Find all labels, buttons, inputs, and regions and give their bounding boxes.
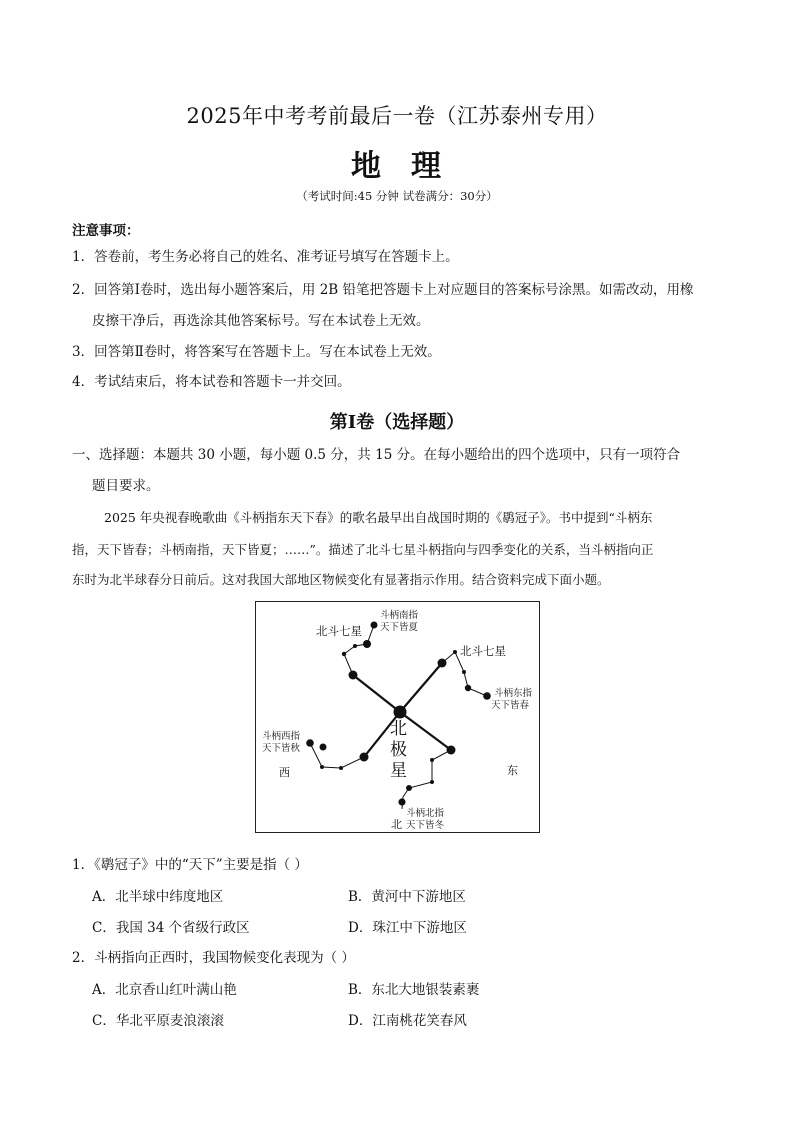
subject-title: 地理 [351,149,471,184]
big-dipper-figure [255,601,540,833]
passage-line: 东时为北半球春分日前后。这对我国大部地区物候变化有显著指示作用。结合资料完成下面小题。 [72,572,610,587]
star [447,746,456,755]
direction-east: 东 [507,764,518,777]
notice-item-continued: 皮擦干净后，再选涂其他答案标号。写在本试卷上无效。 [92,313,430,329]
star [320,765,324,769]
dipper-north-stars [402,750,451,809]
label-south-1: 斗柄南指 [380,610,419,621]
question-1-option-c[interactable]: C．我国 34 个省级行政区 [92,920,250,936]
label-polaris-3: 星 [390,761,407,781]
star [320,744,327,751]
section-title: 第Ⅰ卷（选择题） [329,412,465,433]
label-east-2: 天下皆春 [491,700,530,711]
question-1-option-d[interactable]: D．珠江中下游地区 [348,920,467,936]
label-polaris-2: 极 [390,740,407,760]
label-west-1: 斗柄西指 [262,731,301,742]
label-north-2: 天下皆冬 [406,820,445,831]
direction-west: 西 [279,766,290,779]
label-north-1: 斗柄北指 [406,808,445,819]
notice-item: 4．考试结束后，将本试卷和答题卡一并交回。 [72,374,351,390]
notice-heading: 注意事项： [72,223,140,239]
polaris-star [394,706,407,719]
section-instruction: 一、选择题：本题共 30 小题，每小题 0.5 分，共 15 分。在每小题给出的四个选项中，只有一项符合 [72,447,681,463]
star [306,739,314,747]
label-big-dipper-top: 北斗七星 [316,624,362,638]
star [465,685,471,691]
star [360,753,369,762]
label-south-2: 天下皆夏 [380,622,419,633]
star [438,659,447,668]
star [453,650,457,654]
label-west-2: 天下皆秋 [262,743,301,754]
passage-line: 指，天下皆春；斗柄南指，天下皆夏；……”。描述了北斗七星斗柄指向与四季变化的关系，当斗柄指向正 [72,542,654,557]
star [406,785,412,791]
question-1-option-b[interactable]: B．黄河中下游地区 [348,889,466,905]
question-1-option-a[interactable]: A．北半球中纬度地区 [92,889,224,905]
star [483,692,491,700]
notice-item: 3．回答第Ⅱ卷时，将答案写在答题卡上。写在本试卷上无效。 [72,344,441,360]
section-instruction-continued: 题目要求。 [92,478,160,494]
star [349,671,358,680]
star [371,622,378,629]
label-east-1: 斗柄东指 [494,688,533,699]
question-2-option-a[interactable]: A．北京香山红叶满山艳 [92,982,237,998]
bowl-link-south [353,675,400,712]
exam-title: 2025年中考考前最后一卷（江苏泰州专用） [186,104,608,128]
star [462,670,466,674]
star [363,640,371,648]
big-dipper-diagram [256,602,541,834]
question-2-option-d[interactable]: D．江南桃花笑春风 [348,1013,467,1029]
label-big-dipper-right: 北斗七星 [460,644,506,658]
star [339,766,343,770]
dipper-east-stars [442,652,487,696]
question-1-stem: 1．《鹖冠子》中的“天下”主要是指（ ） [72,857,308,873]
notice-item: 1．答卷前，考生务必将自己的姓名、准考证号填写在答题卡上。 [72,249,459,265]
label-polaris-1: 北 [390,719,407,739]
passage-line: 2025 年央视春晚歌曲《斗柄指东天下春》的歌名最早出自战国时期的《鹖冠子》。书中提到“斗柄东 [104,510,653,525]
dipper-west-stars [310,743,364,768]
question-2-option-c[interactable]: C．华北平原麦浪滚滚 [92,1013,224,1029]
star [430,758,434,762]
star [430,780,434,784]
bowl-link-east [400,663,442,712]
question-2-stem: 2．斗柄指向正西时，我国物候变化表现为（ ） [72,950,355,966]
star [353,644,357,648]
direction-north: 北 [391,818,402,831]
star [398,798,405,805]
question-2-option-b[interactable]: B．东北大地银装素裹 [348,982,480,998]
notice-item: 2．回答第Ⅰ卷时，选出每小题答案后，用 2B 铅笔把答题卡上对应题目的答案标号涂黑。如需改动，用橡 [72,282,694,298]
exam-meta: （考试时间:45 分钟 试卷满分：30分） [296,189,498,203]
bowl-link-north [400,712,451,750]
star [342,652,346,656]
